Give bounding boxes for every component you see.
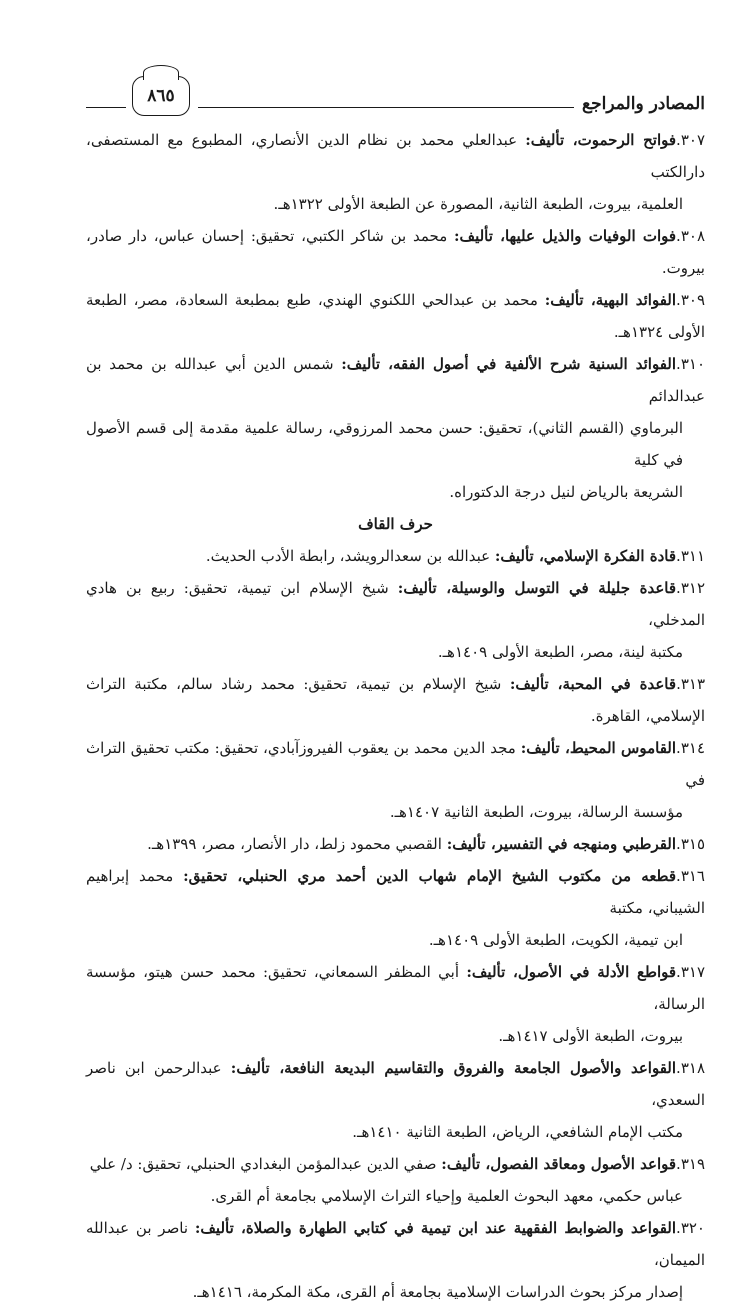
reference-entry-315: ٣١٥.القرطبي ومنهجه في التفسير، تأليف: القصبي محمود زلط، دار الأنصار، مصر، ١٣٩٩هـ. [147,835,705,853]
reference-entry-313: ٣١٣.قاعدة في المحبة، تأليف: شيخ الإسلام بن تيمية، تحقيق: محمد رشاد سالم، مكتبة التراث الإسلامي، القاهرة. [86,675,706,725]
header-rule [198,107,574,108]
reference-entry-309: ٣٠٩.الفوائد البهية، تأليف: محمد بن عبدالحي اللكنوي الهندي، طبع بمطبعة السعادة، مصر، الطبعة الأولى ١٣٢٤هـ. [86,291,705,341]
reference-entry-316: ٣١٦.قطعه من مكتوب الشيخ الإمام شهاب الدين أحمد مري الحنبلي، تحقيق: محمد إبراهيم الشيباني، مكتبة ابن تيمية، الكويت، الطبعة الأولى ١٤٠٩هـ. [86,867,705,949]
reference-entry-312: ٣١٢.قاعدة جليلة في التوسل والوسيلة، تأليف: شيخ الإسلام ابن تيمية، تحقيق: ربيع بن هادي المدخلي، مكتبة لينة، مصر، الطبعة الأولى ١٤٠٩هـ. [86,579,705,661]
page-number-box [132,76,190,116]
references-list [86,124,705,1308]
running-title: المصادر والمراجع [582,94,705,114]
reference-entry-314: ٣١٤.القاموس المحيط، تأليف: مجد الدين محمد بن يعقوب الفيروزآبادي، تحقيق: مكتب تحقيق التراث في مؤسسة الرسالة، بيروت، الطبعة الثانية ١٤٠٧هـ. [86,739,705,821]
reference-entry-308: ٣٠٨.فوات الوفيات والذيل عليها، تأليف: محمد بن شاكر الكتبي، تحقيق: إحسان عباس، دار صادر، بيروت. [86,227,705,277]
header-rule-tail [86,107,126,108]
page-header [86,72,705,116]
reference-entry-320: ٣٢٠.القواعد والضوابط الفقهية عند ابن تيمية في كتابي الطهارة والصلاة، تأليف: ناصر بن عبدالله الميمان، إصدار مركز بحوث الدراسات الإسلامية بجامعة أم القرى، مكة المكرمة، ١٤١٦هـ. [86,1219,705,1301]
reference-entry-307: ٣٠٧.فواتح الرحموت، تأليف: عبدالعلي محمد بن نظام الدين الأنصاري، المطبوع مع المستصفى، دارالكتب العلمية، بيروت، الطبعة الثانية، المصورة عن الطبعة الأولى ١٣٢٢هـ. [86,131,705,213]
reference-entry-318: ٣١٨.القواعد والأصول الجامعة والفروق والتقاسيم البديعة النافعة، تأليف: عبدالرحمن ابن ناصر السعدي، مكتب الإمام الشافعي، الرياض، الطبعة الثانية ١٤١٠هـ. [86,1059,705,1141]
reference-entry-311: ٣١١.قادة الفكرة الإسلامي، تأليف: عبدالله بن سعدالرويشد، رابطة الأدب الحديث. [205,547,705,565]
reference-entry-319: ٣١٩.قواعد الأصول ومعاقد الفصول، تأليف: صفي الدين عبدالمؤمن البغدادي الحنبلي، تحقيق: د/ علي عباس حكمي، معهد البحوث العلمية وإحياء التراث الإسلامي بجامعة أم القرى. [89,1155,705,1205]
page-number: ٨٦٥ [147,86,175,106]
reference-entry-310: ٣١٠.الفوائد السنية شرح الألفية في أصول الفقه، تأليف: شمس الدين أبي عبدالله بن محمد بن عبدالدائم البرماوي (القسم الثاني)، تحقيق: حسن محمد المرزوقي، رسالة علمية مقدمة إلى قسم الأصول في كلية الشريعة بالرياض لنيل درجة الدكتوراه. [86,355,705,501]
reference-entry-317: ٣١٧.قواطع الأدلة في الأصول، تأليف: أبي المظفر السمعاني، تحقيق: محمد حسن هيتو، مؤسسة الرسالة، بيروت، الطبعة الأولى ١٤١٧هـ. [86,963,705,1045]
section-heading: حرف القاف [358,515,433,533]
